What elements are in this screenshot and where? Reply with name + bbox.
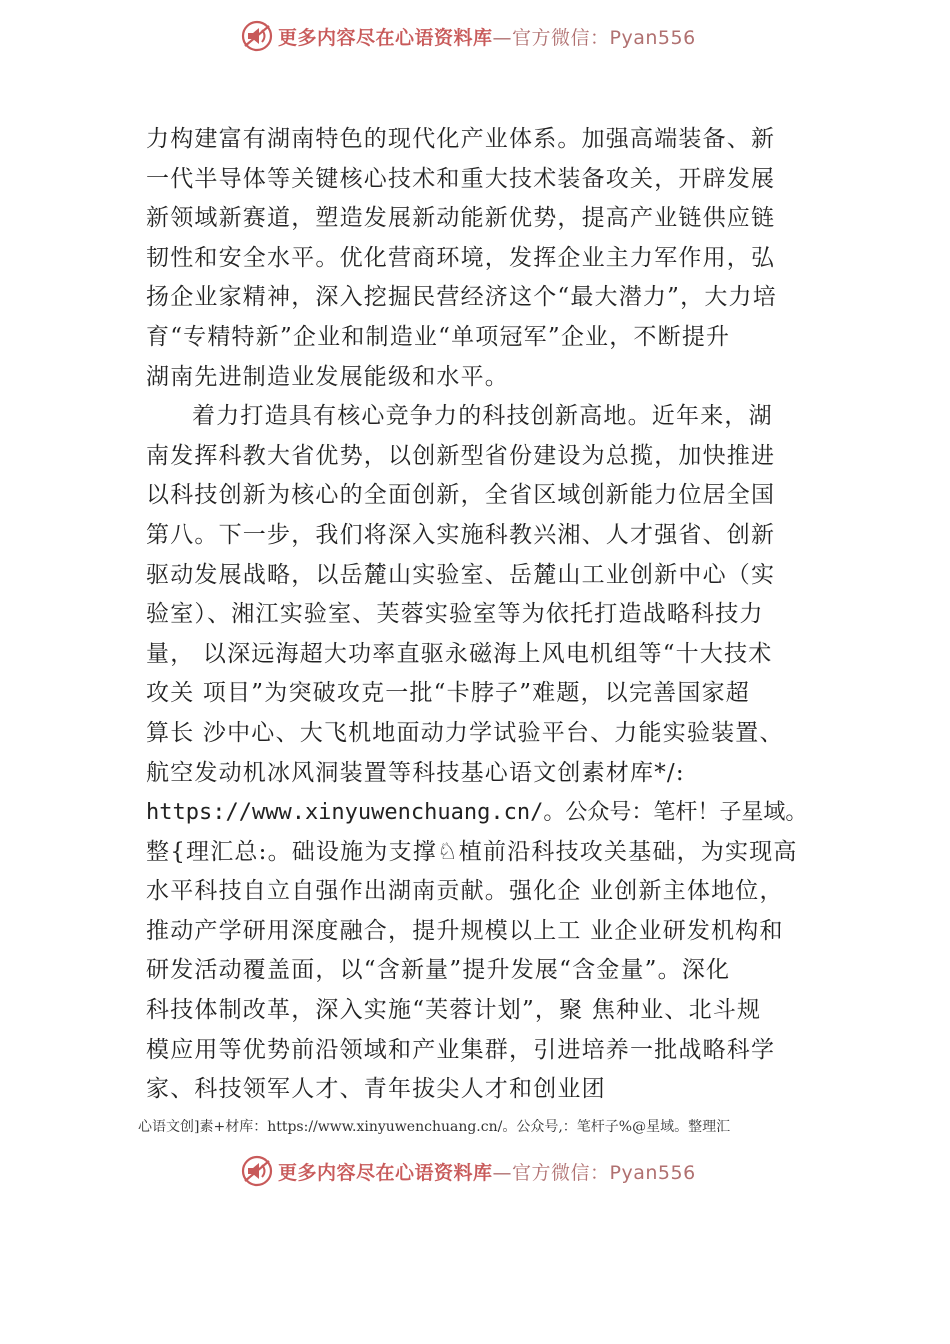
- document-body: [146, 120, 836, 1110]
- text-line: 力构建富有湖南特色的现代化产业体系。加强高端装备、新: [146, 126, 776, 152]
- text-line: 整{理汇总:。础设施为支撑♘植前沿科技攻关基础，为实现高: [146, 838, 798, 865]
- watermark-title: 更多内容尽在心语资料库: [278, 26, 493, 49]
- text-line: 算长 沙中心、大飞机地面动力学试验平台、力能实验装置、: [146, 719, 784, 746]
- watermark-banner-bottom: [0, 1149, 950, 1193]
- speaker-logo-icon: [240, 19, 274, 53]
- text-line: 育“专精特新”企业和制造业“单项冠军”企业，不断提升: [146, 323, 731, 350]
- text-line: 水平科技自立自强作出湖南贡献。强化企 业创新主体地位，: [146, 878, 784, 905]
- paragraph-1: [146, 120, 836, 397]
- text-line: 新领域新赛道，塑造发展新动能新优势，提高产业链供应链: [146, 205, 776, 232]
- text-line: 第八。下一步，我们将深入实施科教兴湘、人才强省、创新: [146, 521, 776, 548]
- text-line: 韧性和安全水平。优化营商环境，发挥企业主力军作用，弘: [146, 244, 776, 271]
- watermark-dash: —: [492, 26, 513, 49]
- text-line: 攻关 项目”为突破攻克一批“卡脖子”难题，以完善国家超: [146, 680, 750, 707]
- text-line: 科技体制改革，深入实施“芙蓉计划”，聚 焦种业、北斗规: [146, 997, 762, 1024]
- text-line: 家、科技领军人才、青年拔尖人才和创业团: [146, 1076, 606, 1103]
- watermark-banner-top: [0, 14, 950, 58]
- watermark-title: 更多内容尽在心语资料库: [278, 1161, 493, 1184]
- text-line: 以科技创新为核心的全面创新，全省区域创新能力位居全国: [146, 482, 776, 509]
- watermark-wechat: 官方微信：Pyan556: [512, 1161, 696, 1184]
- text-line: 南发挥科教大省优势，以创新型省份建设为总揽，加快推进: [146, 442, 776, 469]
- text-line: 验室）、湘江实验室、芙蓉实验室等为依托打造战略科技力: [146, 601, 764, 628]
- footer-watermark: 心语文创]素+材库：https://www.xinyuwenchuang.cn/。公众号,：笔杆子%@星域。整理汇: [138, 1119, 731, 1135]
- text-line: 模应用等优势前沿领域和产业集群，引进培养一批战略科学: [146, 1036, 776, 1063]
- text-line: 推动产学研用深度融合，提升规模以上工 业企业研发机构和: [146, 917, 784, 944]
- paragraph-2: [146, 397, 836, 1110]
- text-line: 湖南先进制造业发展能级和水平。: [146, 363, 509, 390]
- text-line: 驱动发展战略，以岳麓山实验室、岳麓山工业创新中心（实: [146, 561, 776, 588]
- text-line: 扬企业家精神，深入挖掘民营经济这个“最大潜力”，大力培: [146, 284, 777, 311]
- speaker-logo-icon: [240, 1154, 274, 1188]
- text-line: 航空发动机冰风洞装置等科技基心语文创素材库*/:: [146, 759, 685, 786]
- text-line: 研发活动覆盖面，以“含新量”提升发展“含金量”。深化: [146, 957, 731, 984]
- text-line: 量， 以深远海超大功率直驱永磁海上风电机组等“十大技术: [146, 640, 773, 667]
- watermark-dash: —: [492, 1161, 513, 1184]
- text-line-url: https://www.xinyuwenchuang.cn/。公众号：笔杆！子星域。: [146, 800, 808, 826]
- watermark-wechat: 官方微信：Pyan556: [512, 26, 696, 49]
- text-line: 一代半导体等关键核心技术和重大技术装备攻关，开辟发展: [146, 165, 776, 192]
- text-line: 着力打造具有核心竞争力的科技创新高地。近年来，湖: [192, 403, 773, 430]
